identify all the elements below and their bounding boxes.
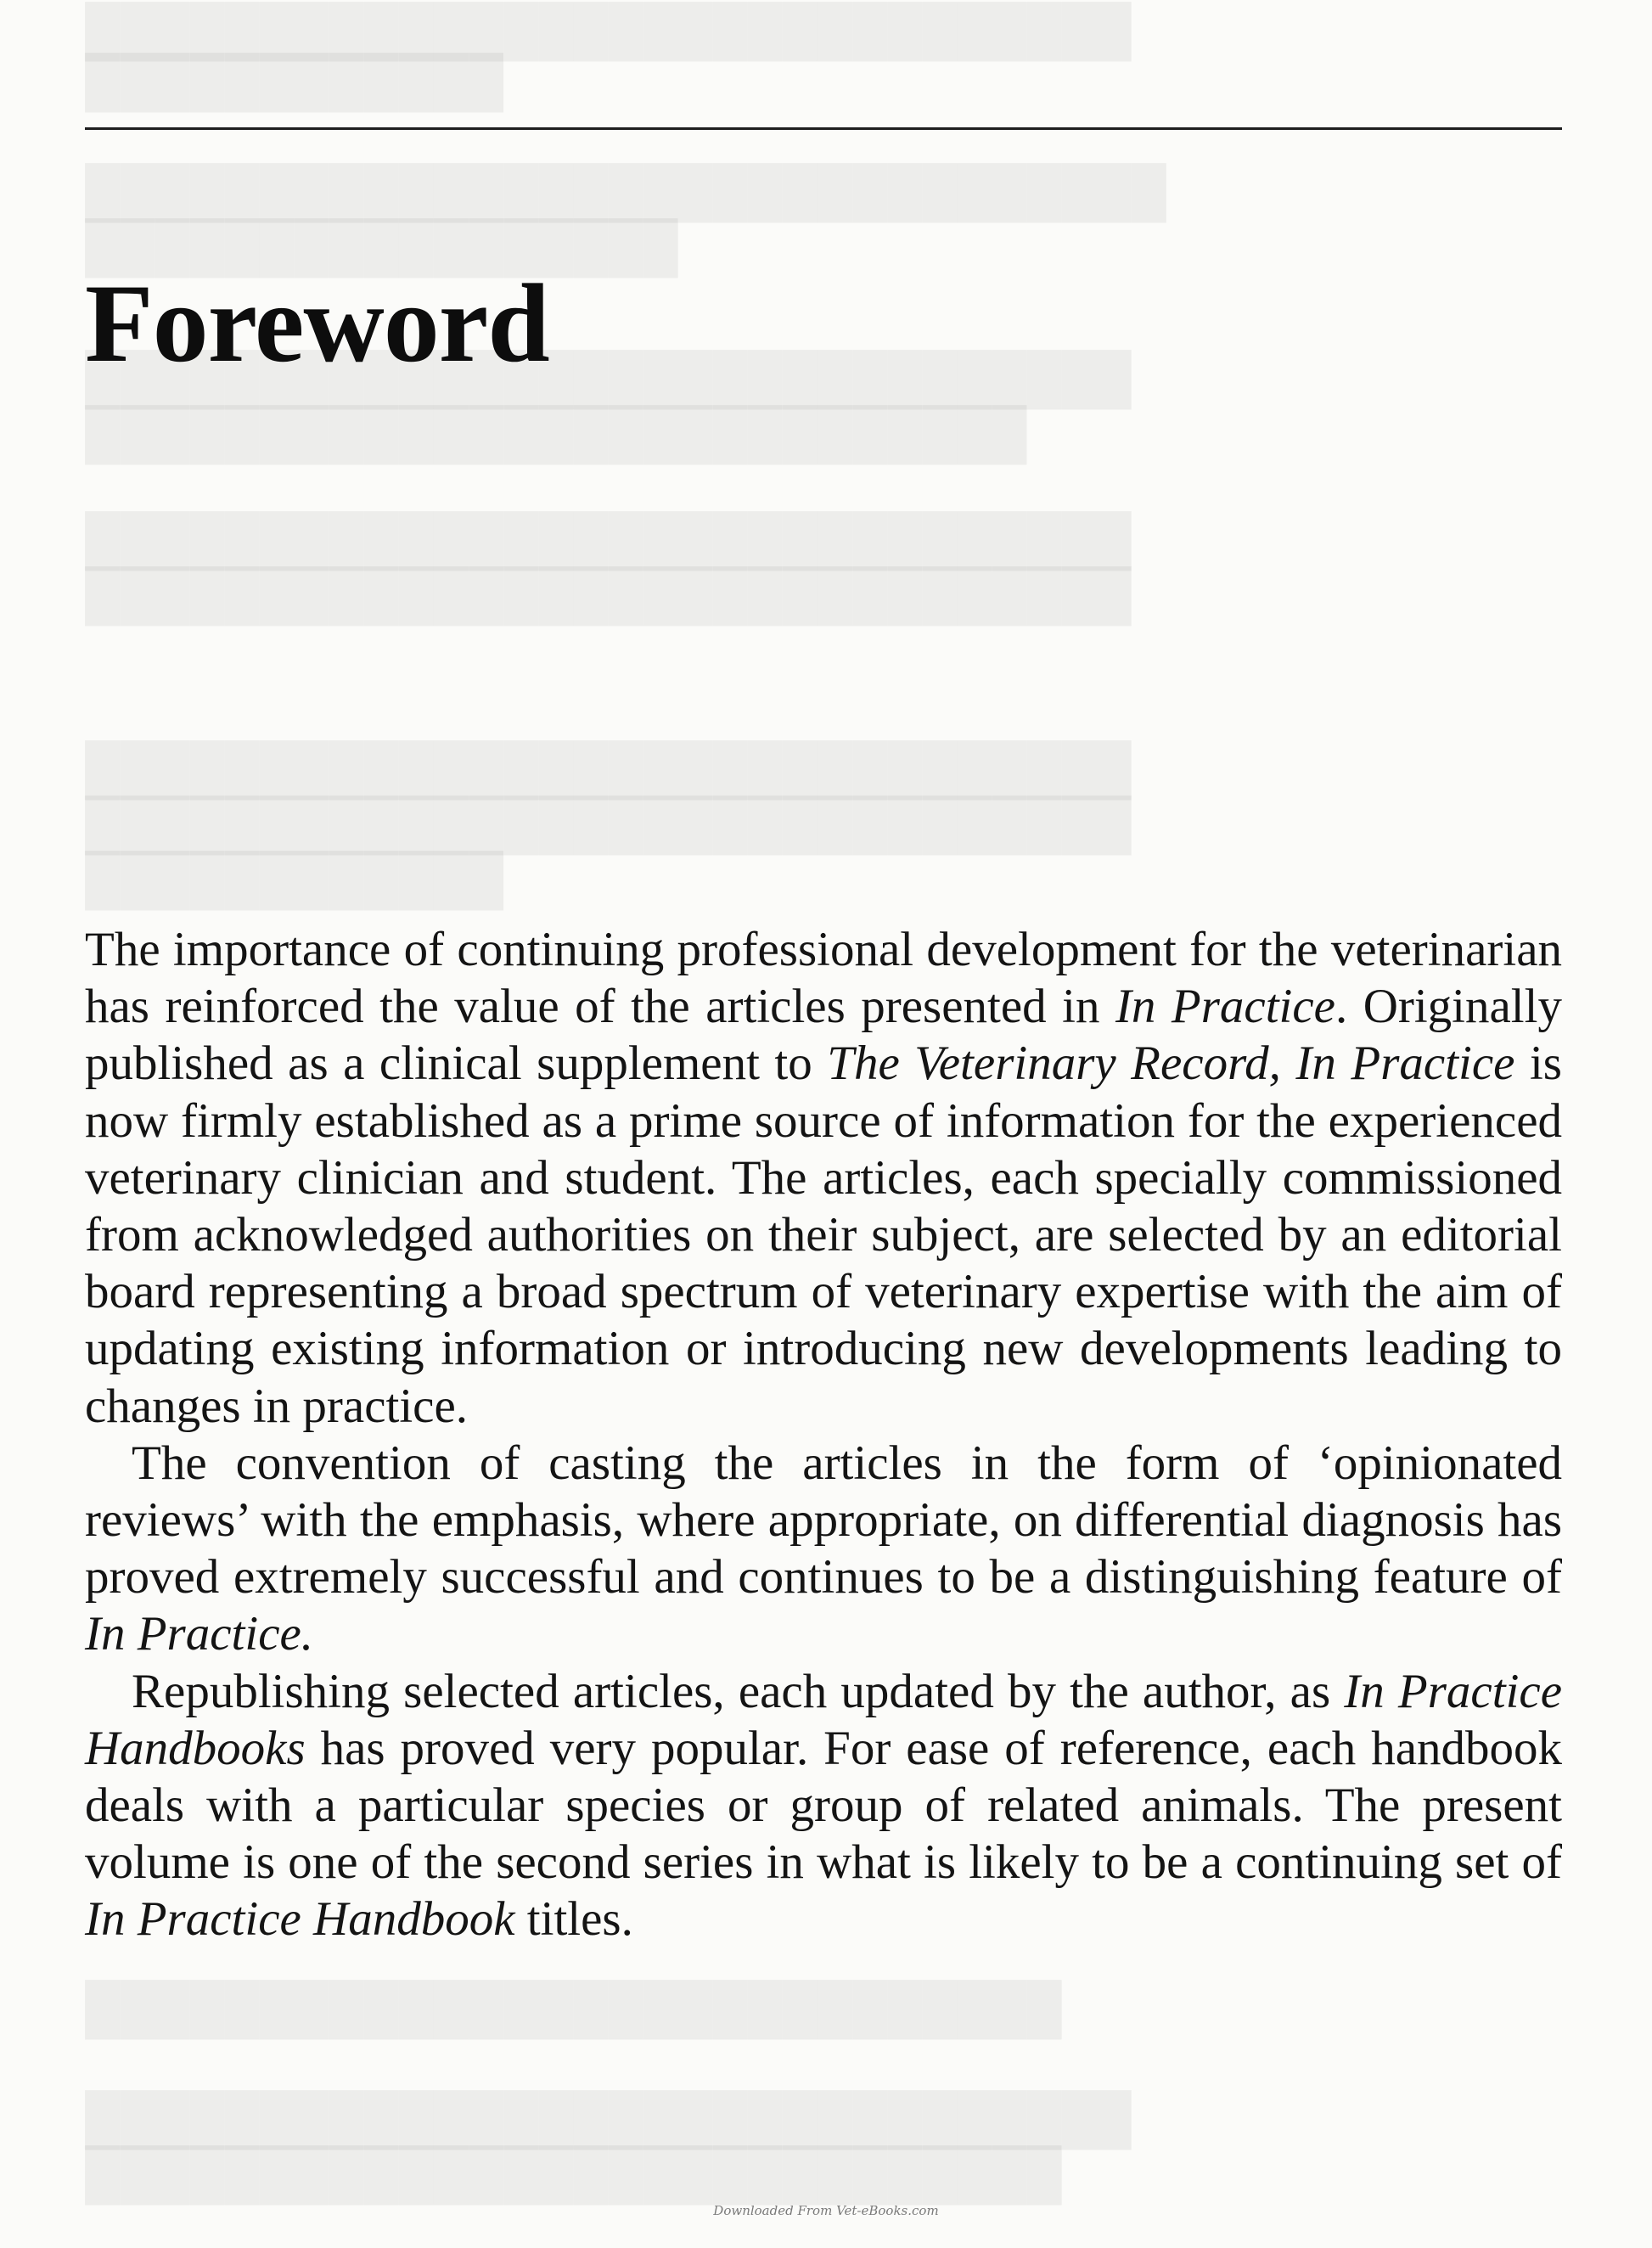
paragraph-2 xyxy=(85,1435,1562,1663)
text-run: . Originally published as a clinical supplement to xyxy=(85,980,1562,1091)
page-bleed-through: ██████████████████████████████ ████████████ ███████████████████████████████ █████████████████ ██████████████████████████████ ███████████████████████████ ██████████████████████████████ ██████████████████████████████ ██████████████████████████████ ██████████████████████████████ ████████████ ████████████████████████████ ██████████████████████████████ ████████████████████████████ xyxy=(85,3,1166,2201)
italic-run: In Practice. xyxy=(85,1607,314,1661)
header-rule xyxy=(85,127,1562,130)
text-run: has proved very popular. For ease of reference, each handbook deals with a particular species or group of related animals. The present volume is one of the second series in what is likely to be a continuing set of xyxy=(85,1721,1562,1890)
download-watermark: Downloaded From Vet-eBooks.com xyxy=(713,2203,939,2218)
paragraph-1 xyxy=(85,921,1562,1435)
text-run: The convention of casting the articles in the form of ‘opinionated reviews’ with the emphasis, where appropriate, on differential diagnosis has proved extremely successful and continues to be a distinguishing feature of xyxy=(85,1436,1562,1605)
italic-run: The Veterinary Record, In Practice xyxy=(827,1037,1515,1091)
text-run: is now firmly established as a prime source of information for the experienced veterinary clinician and student. The articles, each specially commissioned from acknowledged authorities on their subject, are selected by an editorial board representing a broad spectrum of veterinary expertise with the aim of updating existing information or introducing new developments leading to changes in practice. xyxy=(85,1037,1562,1433)
italic-run: In Practice Handbook xyxy=(85,1892,515,1947)
paragraph-3 xyxy=(85,1663,1562,1948)
text-run: Republishing selected articles, each updated by the author, as xyxy=(132,1664,1345,1718)
italic-run: In Practice Handbooks xyxy=(85,1664,1563,1775)
text-run: The importance of continuing professional development for the veterinarian has reinforced the value of the articles presented in xyxy=(85,923,1562,1034)
text-run: titles. xyxy=(514,1892,633,1947)
italic-run: In Practice xyxy=(1115,980,1335,1034)
foreword-body xyxy=(85,921,1562,1948)
page-title: Foreword xyxy=(85,261,549,385)
